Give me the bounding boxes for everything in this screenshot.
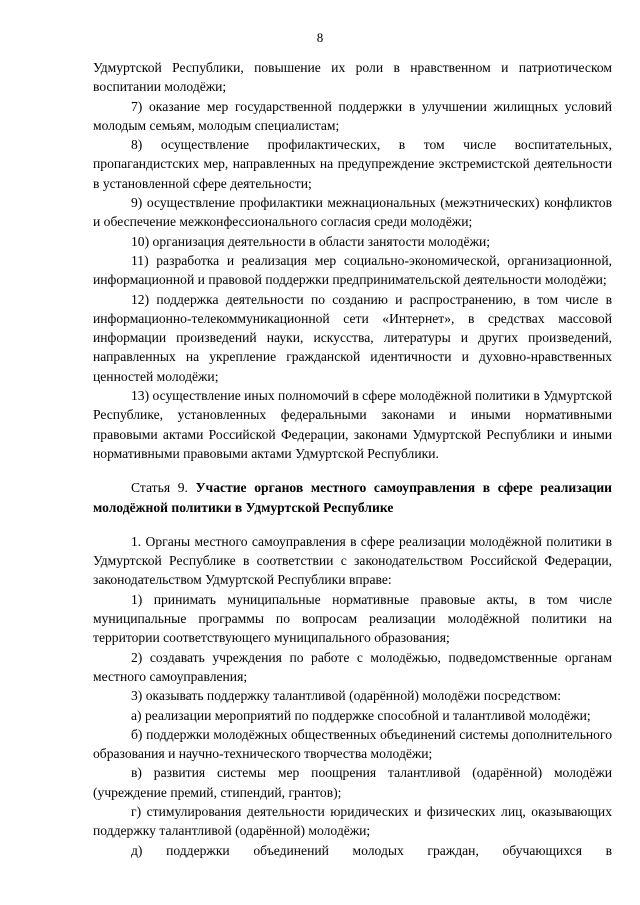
article-heading	[93, 478, 612, 517]
paragraph: г) стимулирования деятельности юридических и физических лиц, оказывающих поддержку талантливой (одарённой) молодёжи;	[93, 803, 612, 839]
paragraph: 10) организация деятельности в области занятости молодёжи;	[131, 233, 491, 249]
article-label: Статья 9.	[131, 480, 188, 496]
paragraph: б) поддержки молодёжных общественных объединений системы дополнительного образования и научно-технического творчества молодёжи;	[93, 726, 612, 762]
paragraph: 12) поддержка деятельности по созданию и распространению, в том числе в информационно-телекоммуникационной сети «Интернет», в средствах массовой информации произведений науки, искусства, литературы и других произведений, направленных на укрепление гражданской идентичности и духовно-нравственных ценностей молодёжи;	[93, 291, 612, 384]
paragraph: 1. Органы местного самоуправления в сфере реализации молодёжной политики в Удмуртской Республике в соответствии с законодательством Российской Федерации, законодательством Удмуртской Республики вправе:	[93, 533, 612, 588]
paragraph: 11) разработка и реализация мер социально-экономической, организационной, информационной и правовой поддержки предпринимательской деятельности молодёжи;	[93, 252, 612, 288]
paragraph: д) поддержки объединений молодых граждан, обучающихся в	[131, 842, 612, 858]
paragraph: 13) осуществление иных полномочий в сфере молодёжной политики в Удмуртской Республике, установленных федеральными законами и иными нормативными правовыми актами Российской Федерации, законами Удмуртской Республики и иными нормативными правовыми актами Удмуртской Республики.	[93, 388, 612, 461]
page-number: 8	[316, 30, 324, 45]
paragraph: 2) создавать учреждения по работе с молодёжью, подведомственные органам местного самоуправления;	[93, 649, 612, 684]
document-body	[93, 58, 612, 860]
paragraph: а) реализации мероприятий по поддержке способной и талантливой молодёжи;	[131, 707, 591, 723]
paragraph: 7) оказание мер государственной поддержки в улучшении жилищных условий молодым семьям, молодым специалистам;	[93, 98, 612, 133]
paragraph: 9) осуществление профилактики межнациональных (межэтнических) конфликтов и обеспечение межконфессионального согласия среди молодёжи;	[93, 195, 612, 230]
paragraph: 8) осуществление профилактических, в том числе воспитательных, пропагандистских мер, направленных на предупреждение экстремистской деятельности в установленной сфере деятельности;	[93, 137, 612, 191]
paragraph: Удмуртской Республики, повышение их роли в нравственном и патриотическом воспитании молодёжи;	[93, 60, 612, 95]
paragraph: 1) принимать муниципальные нормативные правовые акты, в том числе муниципальные программы по вопросам реализации молодёжной политики на территории соответствующего муниципального образования;	[93, 591, 612, 646]
paragraph: в) развития системы мер поощрения талантливой (одарённой) молодёжи (учреждение премий, стипендий, грантов);	[93, 765, 612, 800]
paragraph: 3) оказывать поддержку талантливой (одарённой) молодёжи посредством:	[131, 688, 561, 704]
article-title: Участие органов местного самоуправления в сфере реализации молодёжной политики в Удмуртской Республике	[93, 480, 612, 515]
